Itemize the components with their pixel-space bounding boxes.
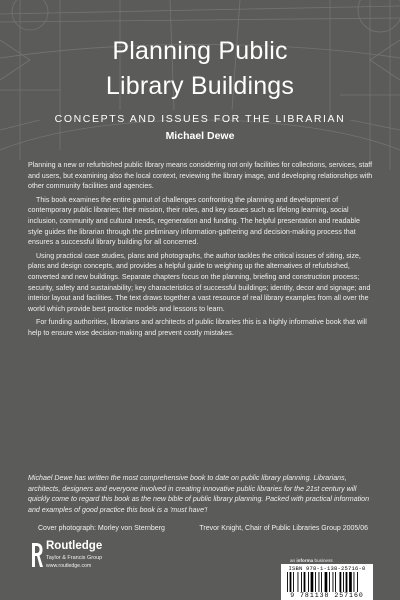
barcode-bar xyxy=(321,572,322,592)
barcode-digits: 9 781138 257160 xyxy=(290,592,364,599)
routledge-logo-icon xyxy=(30,542,43,568)
barcode-bar xyxy=(301,572,302,592)
barcode-bar xyxy=(287,572,288,592)
book-title-line2: Library Buildings xyxy=(105,72,295,100)
review-quote: Michael Dewe has written the most comprehensive book to date on public library planning. Librarians, architects, designers and everyone involved in creating innovative public libraries for the 21st century will quickly come to regard this book as the new bible of public library planning. Packed with practical information and examples of good practice this book is a 'must have'! xyxy=(28,474,370,514)
barcode-bars xyxy=(287,572,367,592)
isbn-label: ISBN 978-1-138-25716-0 xyxy=(288,565,366,572)
publisher-logo-block xyxy=(30,540,150,592)
barcode-bar xyxy=(293,572,294,592)
blurb-paragraph: For funding authorities, librarians and architects of public libraries this is a highly informative book that will help to ensure wise decision-making and prevent costly mistakes. xyxy=(28,318,367,337)
cover-photo-credit: Cover photograph: Morley von Sternberg xyxy=(38,525,165,532)
barcode-bar xyxy=(290,572,292,592)
publisher-name: Routledge xyxy=(46,540,103,552)
barcode-bar xyxy=(311,572,314,592)
barcode-bar xyxy=(340,572,342,592)
barcode-bar xyxy=(319,572,320,592)
blurb-paragraph: This book examines the entire gamut of challenges confronting the planning and development of contemporary public libraries; their mission, their roles, and key issues such as lifelong learning, social inclusion, community and cultural needs, regeneration and funding. The helpful presentation and readable style guides the librarian through the preliminary information-gathering and decision-making process that ensures a successful library building for all concerned. xyxy=(28,195,360,247)
book-title-line1: Planning Public xyxy=(112,37,288,65)
barcode-bar xyxy=(329,572,330,592)
barcode-bar xyxy=(346,572,348,592)
barcode-bar xyxy=(325,572,328,592)
barcode-bar xyxy=(354,572,355,592)
publisher-group: Taylor & Francis Group xyxy=(46,555,103,561)
informa-suffix: business xyxy=(313,558,333,563)
author-name: Michael Dewe xyxy=(165,130,235,142)
barcode-bar xyxy=(315,572,316,592)
blurb-text xyxy=(28,160,374,342)
barcode-bar xyxy=(298,572,299,592)
isbn-barcode xyxy=(281,564,373,600)
barcode-bar xyxy=(333,572,334,592)
publisher-url: www.routledge.com xyxy=(46,563,92,569)
blurb-paragraph: Using practical case studies, plans and photographs, the author tackles the critical issues of siting, size, plans and design concepts, and provides a helpful guide to weighing up the alternatives of refurbished, converted and new buildings. Separate chapters focus on the planning, briefing and construction process; security, safety and sustainability; key characteristics of successful buildings; identity, decor and signage; and interior layout and facilities. The text draws together a vast resource of real library examples from all over the world which provide best practice models and lessons to learn. xyxy=(28,251,371,313)
book-subtitle: CONCEPTS AND ISSUES FOR THE LIBRARIAN xyxy=(54,113,346,125)
reviewer-attribution: Trevor Knight, Chair of Public Libraries Group 2005/06 xyxy=(199,525,368,532)
informa-prefix: an xyxy=(290,558,297,563)
informa-brand: informa xyxy=(296,558,314,563)
barcode-bar xyxy=(343,572,344,592)
barcode-bar xyxy=(357,572,358,592)
barcode-bar xyxy=(308,572,309,592)
blurb-paragraph: Planning a new or refurbished public library means considering not only facilities for collections, services, staff and users, but examining also the local context, reviewing the library image, and developing relationships with other community facilities and agencies. xyxy=(28,161,373,191)
barcode-bar xyxy=(304,572,306,592)
informa-business-tag xyxy=(290,558,333,563)
barcode-bar xyxy=(349,572,352,592)
barcode-bar xyxy=(335,572,336,592)
